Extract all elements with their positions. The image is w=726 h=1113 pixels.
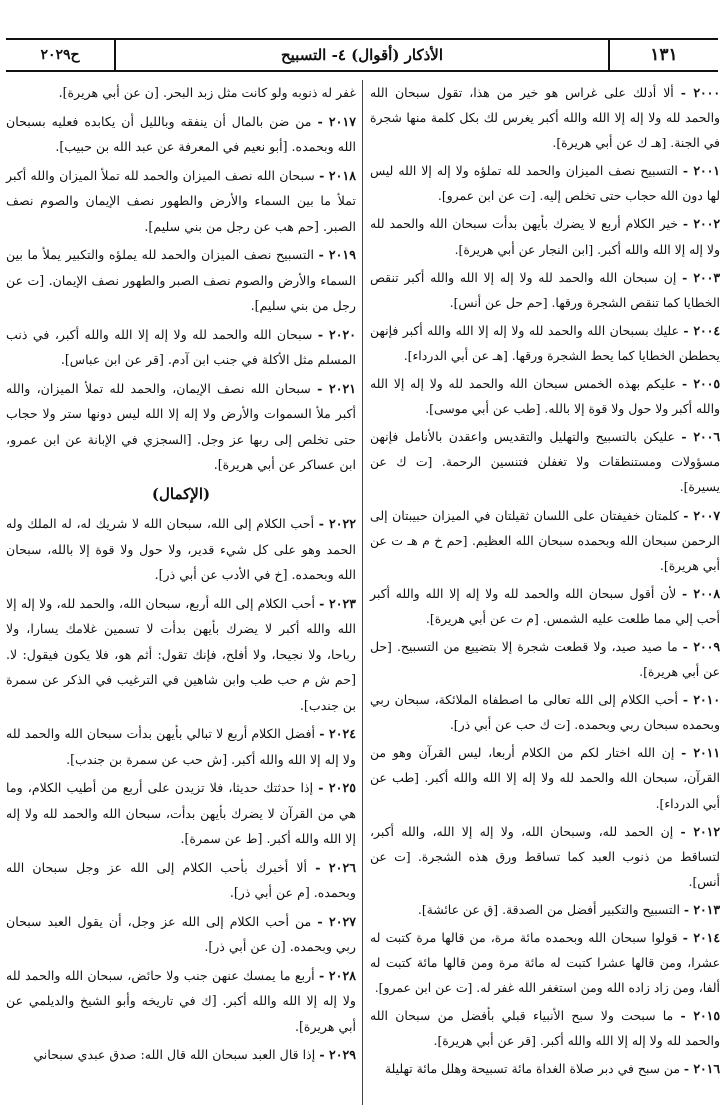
- hadith-entry: [370, 687, 720, 737]
- right-column: [370, 80, 720, 1085]
- hadith-text: التسبيح نصف الميزان والحمد لله يملؤه والتكبير يملأ ما بين السماء والأرض والصوم نصف الصبر والطهور نصف الإيمان. [ت عن رجل من بني سليم].: [6, 247, 356, 313]
- left-column: [6, 80, 356, 1071]
- hadith-entry: [6, 80, 356, 106]
- hadith-number: ٢٠٢٥ -: [318, 780, 356, 795]
- section-title: (الإكمال): [151, 484, 211, 503]
- hadith-entry: [370, 318, 720, 368]
- hadith-number: ٢٠٠٧ -: [683, 507, 720, 523]
- hadith-text: قولوا سبحان الله وبحمده مائة مرة، من قالها مرة كتبت له عشرا، ومن قالها عشرا كتبت له مائة مرة ومن قالها مائة كتبت له ألفا، ومن زاد زاده الله ومن استغفر الله غفر له. [ت عن ابن عمرو].: [370, 930, 720, 996]
- hadith-number: ٢٠٠١ -: [682, 163, 720, 179]
- hadith-entry: [6, 322, 356, 373]
- hadith-range: ح٢٠٢٩: [40, 47, 80, 63]
- hadith-entry: [370, 80, 720, 155]
- hadith-entry: [370, 897, 720, 922]
- hadith-number: ٢٠٠٥ -: [682, 376, 720, 392]
- hadith-number: ٢٠١٣ -: [683, 901, 720, 917]
- hadith-entry: [6, 775, 356, 852]
- hadith-number: ٢٠١٥ -: [680, 1008, 720, 1024]
- hadith-entry: [6, 109, 356, 160]
- hadith-entry: [6, 591, 356, 719]
- hadith-text: سبحان الله نصف الإيمان، والحمد لله تملأ الميزان، والله أكبر ملأ السموات والأرض ولا إله إلا الله ليس دونها ستر ولا حجاب حتى تخلص إلى ربها عز وجل. [السجزي في الإبانة عن ابن عمرو، ابن عساكر عن أبي هريرة].: [6, 380, 356, 472]
- hadith-entry: [370, 211, 720, 261]
- header-divider: [608, 40, 610, 70]
- running-title: الأذكار (أقوال) ٤- التسبيح: [280, 46, 444, 64]
- page-number: ١٣١: [650, 45, 678, 65]
- hadith-text: أحب الكلام إلى الله، سبحان الله لا شريك له، له الملك وله الحمد وهو على كل شيء قدير، ولا حول ولا قوة إلا بالله، سبحان الله وبحمده. [خ في الأدب عن أبي ذر].: [6, 516, 356, 582]
- hadith-text: خير الكلام أربع لا يضرك بأيهن بدأت سبحان الله والحمد لله ولا إله إلا الله والله أكبر. [ابن النجار عن أبي هريرة].: [370, 216, 720, 257]
- hadith-entry: [6, 511, 356, 588]
- hadith-number: ٢٠٢٠ -: [317, 326, 356, 342]
- hadith-entry: [370, 925, 720, 1000]
- hadith-text: عليك بسبحان الله والحمد لله ولا إله إلا الله والله أكبر فإنهن يحططن الخطايا كما يحط الشجرة ورقها. [هـ عن أبي الدرداء].: [370, 322, 720, 363]
- hadith-entry: [6, 376, 356, 478]
- hadith-number: ٢٠٢٨ -: [319, 967, 356, 983]
- hadith-number: ٢٠١٢ -: [680, 823, 720, 839]
- hadith-number: ٢٠٢٤ -: [319, 726, 356, 741]
- hadith-text: التسبيح والتكبير أفضل من الصدقة. [ق عن عائشة].: [417, 901, 680, 917]
- hadith-entry: [370, 158, 720, 208]
- hadith-number: ٢٠١٧ -: [317, 113, 356, 129]
- hadith-text: أحب الكلام إلى الله أربع، سبحان الله، والحمد لله، ولا إله إلا الله والله أكبر لا يضرك بأيهن بدأت لا تسمين غلامك يسارا، ولا رباحا، ولا نجيحا، ولا أفلح، فإنك تقول: أثم هو، فلا يكون فيقول: لا. [حم ش م حب طب وابن شاهين في الترغيب في الذكر عن سمرة بن جندب].: [6, 595, 356, 713]
- hadith-number: ٢٠١٠ -: [682, 692, 720, 708]
- header-divider: [114, 40, 116, 70]
- hadith-text: أحب الكلام إلى الله تعالى ما اصطفاه الملائكة، سبحان ربي وبحمده سبحان ربي وبحمده. [ت ك حب عن أبي ذر].: [370, 692, 720, 733]
- hadith-entry: [6, 855, 356, 906]
- hadith-text: أربع ما يمسك عنهن جنب ولا حائض، سبحان الله والحمد لله ولا إله إلا الله والله أكبر. [ك في تاريخه وأبو الشيخ والديلمي عن أبي هريرة].: [6, 967, 356, 1034]
- hadith-number: ٢٠٢٦ -: [315, 859, 356, 875]
- hadith-text: إن الله اختار لكم من الكلام أربعا، ليس القرآن وهو من القرآن، سبحان الله والحمد لله ولا إله إلا الله والله أكبر. [طب عن أبي الدرداء].: [370, 745, 720, 811]
- page-header: [6, 38, 718, 72]
- hadith-entry: [6, 721, 356, 772]
- hadith-number: ٢٠٢٧ -: [317, 913, 356, 929]
- hadith-text: ألا أخبرك بأحب الكلام إلى الله عز وجل سبحان الله وبحمده. [م عن أبي ذر].: [6, 859, 356, 900]
- hadith-number: ٢٠١١ -: [681, 745, 720, 761]
- hadith-text: من سبح في دبر صلاة الغداة مائة تسبيحة وهلل مائة تهليلة: [384, 1061, 680, 1077]
- hadith-number: ٢٠٢٣ -: [319, 595, 356, 611]
- hadith-entry: [370, 424, 720, 499]
- hadith-text: من ضن بالمال أن ينفقه وبالليل أن يكابده فعليه بسبحان الله وبحمده. [أبو نعيم في المعرفة عن عبد الله بن حبيب].: [6, 113, 356, 154]
- hadith-text: إن الحمد لله، وسبحان الله، ولا إله إلا الله، والله أكبر، لتساقط من ذنوب العبد كما تساقط ورق هذه الشجرة. [ت عن أنس].: [370, 823, 720, 889]
- hadith-entry: [370, 503, 720, 578]
- hadith-number: ٢٠٠٩ -: [682, 638, 720, 654]
- hadith-entry: [370, 740, 720, 815]
- hadith-text: التسبيح نصف الميزان والحمد لله تملؤه ولا إله إلا الله ليس لها دون الله حجاب حتى تخلص إليه. [ت عن ابن عمرو].: [370, 163, 720, 204]
- hadith-number: ٢٠١٩ -: [318, 247, 356, 262]
- hadith-entry: [6, 963, 356, 1040]
- hadith-number: ٢٠١٨ -: [319, 167, 356, 183]
- hadith-number: ٢٠١٦ -: [683, 1061, 720, 1077]
- hadith-text: عليكن بالتسبيح والتهليل والتقديس واعقدن بالأنامل فإنهن مسؤولات ومستنطقات ولا تغفلن فتنسين الرحمة. [ت ك عن يسيرة].: [370, 429, 720, 495]
- hadith-number: ٢٠٠٦ -: [681, 429, 720, 445]
- hadith-number: ٢٠٠٤ -: [683, 322, 720, 338]
- hadith-text: سبحان الله والحمد لله ولا إله إلا الله والله أكبر، في ذنب المسلم مثل الأكلة في جنب ابن آدم. [قر عن ابن عباس].: [6, 326, 356, 367]
- hadith-number: ٢٠٠٨ -: [682, 585, 720, 601]
- hadith-entry: [370, 265, 720, 315]
- hadith-text: غفر له ذنوبه ولو كانت مثل زبد البحر. [ن عن أبي هريرة].: [58, 85, 356, 100]
- hadith-number: ٢٠٠٢ -: [682, 216, 720, 232]
- hadith-entry: [6, 1042, 356, 1068]
- hadith-number: ٢٠٢٢ -: [318, 516, 356, 531]
- hadith-text: من أحب الكلام إلى الله عز وجل، أن يقول العبد سبحان ربي وبحمده. [ن عن أبي ذر].: [6, 913, 356, 954]
- hadith-entry: [6, 163, 356, 240]
- hadith-entry: [6, 909, 356, 960]
- hadith-entry: [370, 634, 720, 684]
- hadith-text: إذا قال العبد سبحان الله قال الله: صدق عبدي سبحاني: [33, 1047, 316, 1062]
- hadith-text: كلمتان خفيفتان على اللسان ثقيلتان في الميزان حبيبتان إلى الرحمن سبحان الله وبحمده سبحان الله العظيم. [حم خ م هـ ت عن أبي هريرة].: [370, 507, 720, 573]
- hadith-text: ما سبحت ولا سبح الأنبياء قبلي بأفضل من سبحان الله والحمد لله ولا إله إلا الله والله أكبر. [قر عن أبي هريرة].: [370, 1008, 720, 1049]
- hadith-entry: [370, 819, 720, 894]
- hadith-text: أفضل الكلام أربع لا تبالي بأيهن بدأت سبحان الله والحمد لله ولا إله إلا الله والله أكبر. [ش حب عن سمرة بن جندب].: [6, 726, 356, 767]
- hadith-text: ما صيد صيد، ولا قطعت شجرة إلا بتضييع من التسبيح. [حل عن أبي هريرة].: [370, 638, 720, 680]
- hadith-number: ٢٠٠٣ -: [682, 269, 720, 285]
- hadith-text: لأن أقول سبحان الله والحمد لله ولا إله إلا الله والله أكبر أحب إلي مما طلعت عليه الشمس. [م ت عن أبي هريرة].: [370, 585, 720, 626]
- hadith-text: ألا أدلك على غراس هو خير من هذا، تقول سبحان الله والحمد لله ولا إله إلا الله والله أكبر يغرس لك بكل كلمة منها شجرة في الجنة. [هـ ك عن أبي هريرة].: [370, 85, 720, 151]
- hadith-number: ٢٠١٤ -: [682, 930, 720, 945]
- hadith-text: عليكم بهذه الخمس سبحان الله والحمد لله ولا إله إلا الله والله أكبر ولا حول ولا قوة إلا بالله. [طب عن أبي موسى].: [370, 376, 720, 417]
- hadith-entry: [370, 1056, 720, 1081]
- hadith-entry: [370, 1003, 720, 1053]
- hadith-number: ٢٠٢١ -: [317, 380, 356, 396]
- hadith-number: ٢٠٢٩ -: [319, 1047, 356, 1062]
- hadith-entry: [370, 581, 720, 631]
- hadith-text: سبحان الله نصف الميزان والحمد لله تملأ الميزان والله أكبر تملأ ما بين السماء والأرض والطهور نصف الإيمان والصوم نصف الصبر. [حم هب عن رجل من بني سليم].: [6, 167, 356, 234]
- hadith-text: إذا حدثتك حديثا، فلا تزيدن على أربع من أطيب الكلام، وما هي من القرآن لا يضرك بأيهن بدأت، سبحان الله والحمد لله ولا إله إلا الله والله أكبر. [ط عن سمرة].: [6, 780, 356, 846]
- hadith-number: ٢٠٠٠ -: [680, 85, 720, 100]
- hadith-entry: [6, 242, 356, 319]
- column-divider: [362, 80, 363, 1105]
- hadith-text: إن سبحان الله والحمد لله ولا إله إلا الله والله أكبر تنقص الخطايا كما تنقص الشجرة ورقها. [حم حل عن أنس].: [370, 269, 720, 310]
- hadith-entry: [370, 371, 720, 421]
